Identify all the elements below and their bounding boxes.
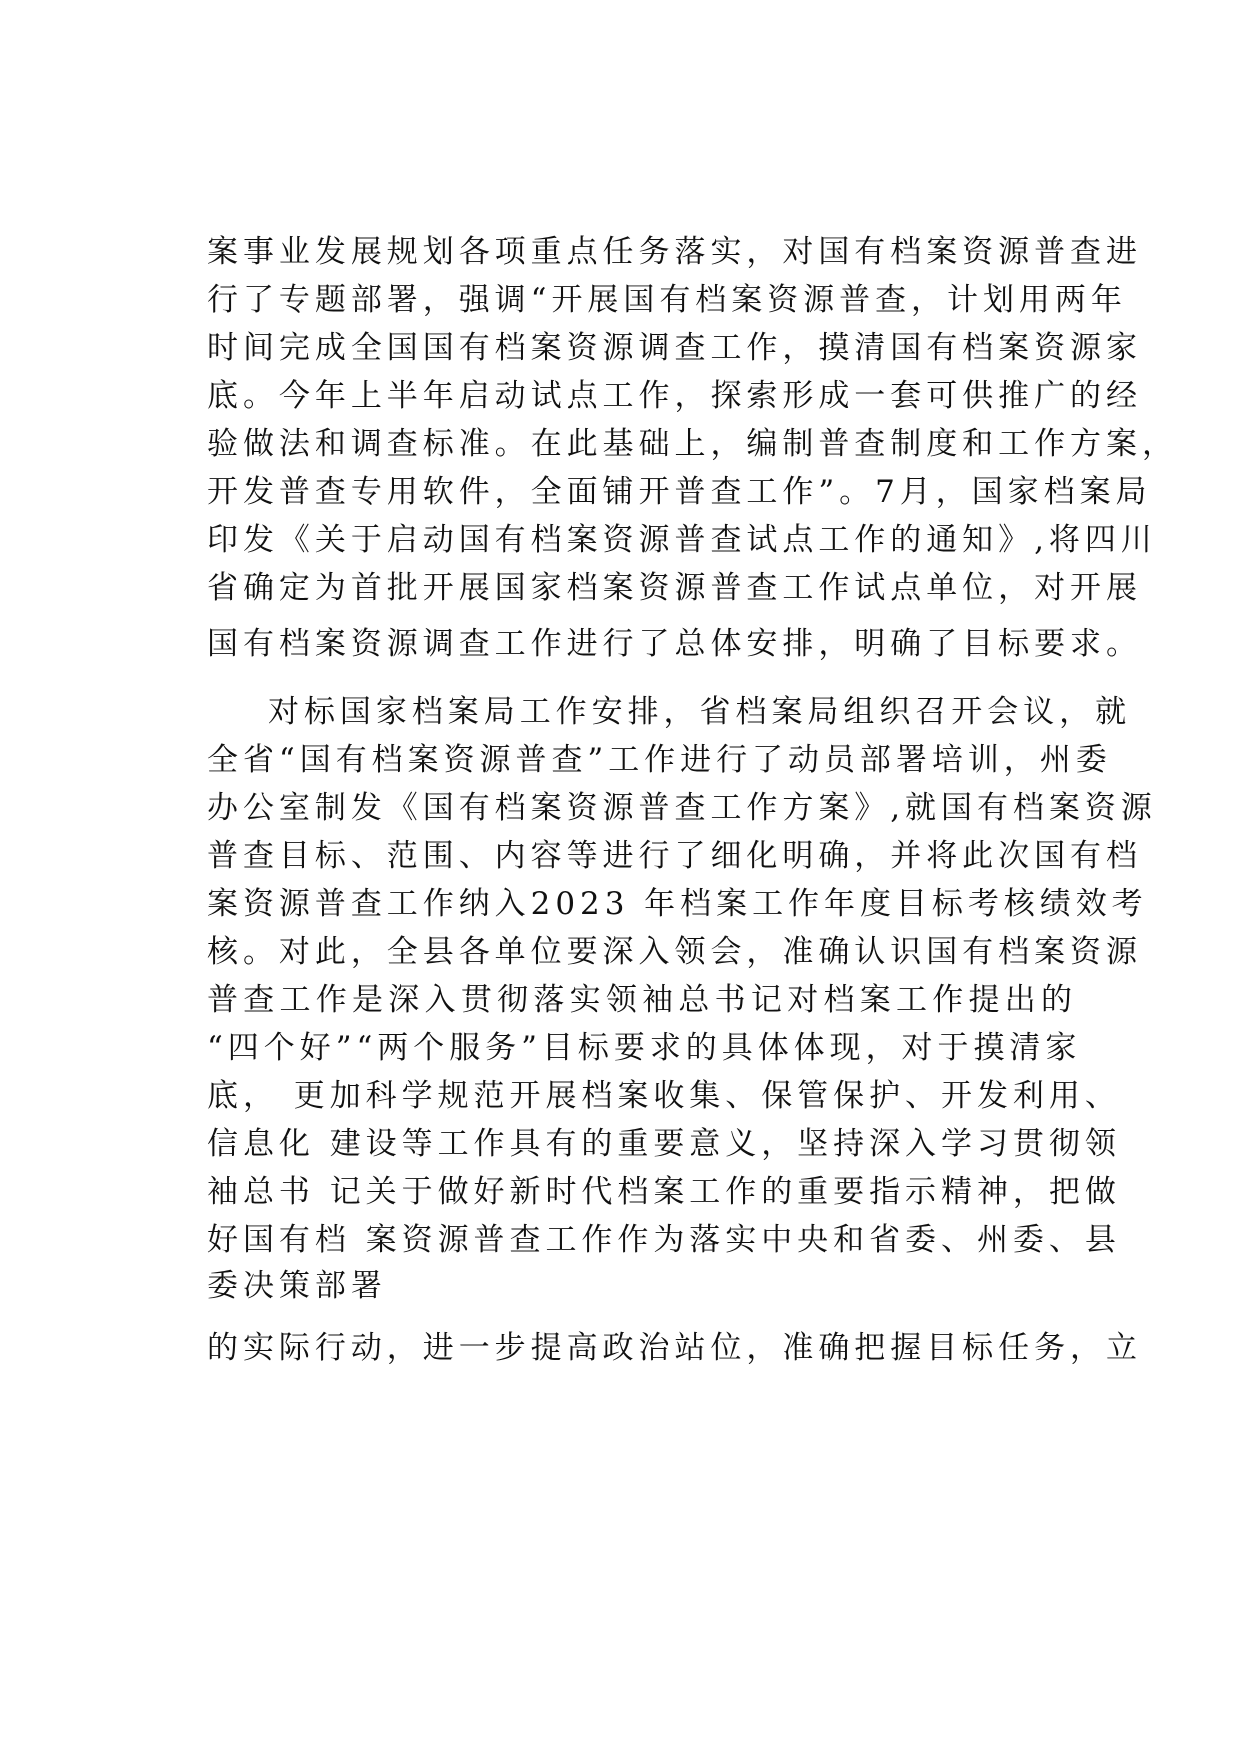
- body-text-line: 对标国家档案局工作安排，省档案局组织召开会议，就: [268, 694, 1132, 730]
- body-text-line: 案事业发展规划各项重点任务落实，对国有档案资源普查进: [207, 234, 1142, 270]
- body-text-line: 省确定为首批开展国家档案资源普查工作试点单位，对开展: [207, 570, 1142, 606]
- body-text-line: 底， 更加科学规范开展档案收集、保管保护、开发利用、: [207, 1078, 1121, 1114]
- body-text-line: 办公室制发《国有档案资源普查工作方案》,就国有档案资源: [207, 790, 1157, 826]
- body-text-line: 袖总书 记关于做好新时代档案工作的重要指示精神，把做: [207, 1174, 1121, 1210]
- body-text-line: 印发《关于启动国有档案资源普查试点工作的通知》,将四川: [207, 522, 1157, 558]
- body-text-line: 开发普查专用软件，全面铺开普查工作”。7月，国家档案局: [207, 474, 1152, 510]
- body-text-line: 全省“国有档案资源普查”工作进行了动员部署培训，州委: [207, 742, 1112, 778]
- body-text-line: “四个好”“两个服务”目标要求的具体体现，对于摸清家: [207, 1030, 1082, 1066]
- body-text-line: 底。今年上半年启动试点工作，探索形成一套可供推广的经: [207, 378, 1142, 414]
- body-text-line: 好国有档 案资源普查工作作为落实中央和省委、州委、县: [207, 1222, 1121, 1258]
- body-text-line: 普查工作是深入贯彻落实领袖总书记对档案工作提出的: [207, 982, 1077, 1018]
- body-text-line: 信息化 建设等工作具有的重要意义，坚持深入学习贯彻领: [207, 1126, 1121, 1162]
- body-text-line: 国有档案资源调查工作进行了总体安排，明确了目标要求。: [207, 626, 1142, 662]
- body-text-line: 委决策部署: [207, 1268, 387, 1304]
- body-text-line: 验做法和调查标准。在此基础上，编制普查制度和工作方案，: [207, 426, 1178, 462]
- body-text-line: 普查目标、范围、内容等进行了细化明确，并将此次国有档: [207, 838, 1142, 874]
- body-text-line: 的实际行动，进一步提高政治站位，准确把握目标任务，立: [207, 1330, 1142, 1366]
- body-text-line: 核。对此，全县各单位要深入领会，准确认识国有档案资源: [207, 934, 1142, 970]
- body-text-line: 案资源普查工作纳入2023 年档案工作年度目标考核绩效考: [207, 886, 1148, 922]
- body-text-line: 行了专题部署，强调“开展国有档案资源普查，计划用两年: [207, 282, 1127, 318]
- body-text-line: 时间完成全国国有档案资源调查工作，摸清国有档案资源家: [207, 330, 1142, 366]
